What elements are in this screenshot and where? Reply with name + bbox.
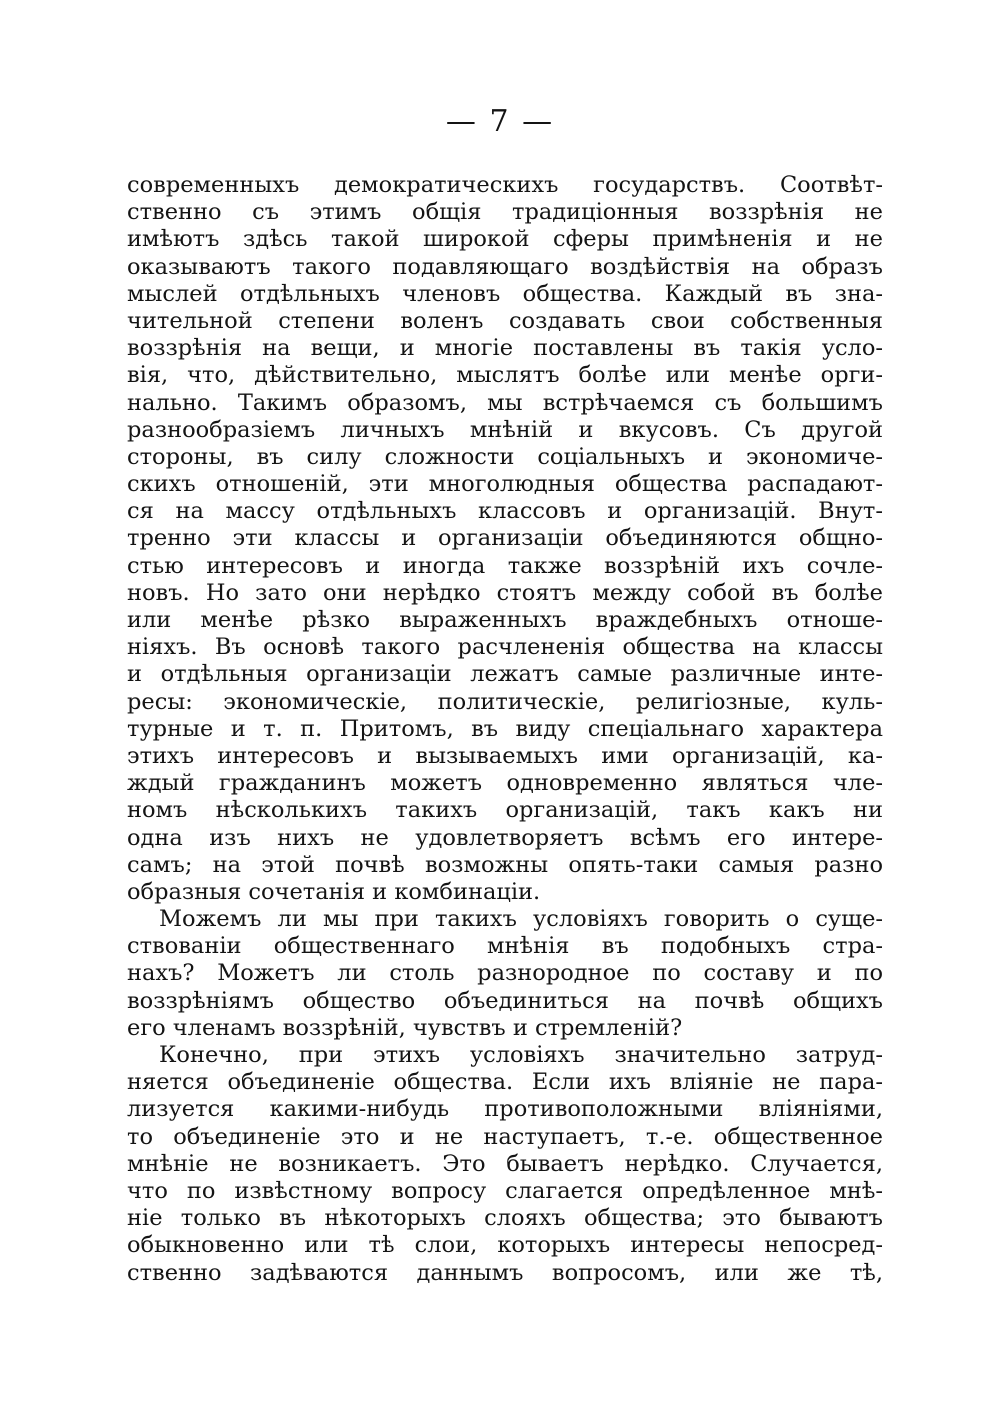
- text-line: воззрѣнія на вещи, и многіе поставлены въ такія усло-: [127, 335, 883, 362]
- paragraph-start-line: Конечно, при этихъ условіяхъ значительно затруд-: [159, 1042, 883, 1068]
- paragraph-end-line: его членамъ воззрѣній, чувствъ и стремленій?: [127, 1014, 683, 1041]
- paragraph-start-line: Можемъ ли мы при такихъ условіяхъ говорить о суще-: [159, 906, 883, 933]
- text-line: тренно эти классы и организаціи объединяются общно-: [127, 525, 883, 552]
- text-line: ніяхъ. Въ основѣ такого расчлененія общества на классы: [127, 634, 883, 661]
- text-line: разнообразіемъ личныхъ мнѣній и вкусовъ. Съ другой: [127, 416, 883, 443]
- body-text: [127, 172, 883, 1287]
- text-line: имѣютъ здѣсь такой широкой сферы примѣненія и не: [127, 226, 883, 253]
- text-line: лизуется какими-нибудь противоположными вліяніями,: [127, 1096, 883, 1123]
- text-line: няется объединеніе общества. Если ихъ вліяніе не пара-: [127, 1069, 883, 1096]
- text-line: скихъ отношеній, эти многолюдныя общества распадают-: [127, 471, 883, 498]
- text-line: ресы: экономическіе, политическіе, религіозные, куль-: [127, 688, 883, 715]
- text-line: стью интересовъ и иногда также воззрѣній ихъ сочле-: [127, 552, 883, 579]
- text-line: и отдѣльныя организаціи лежатъ самые различные инте-: [127, 661, 883, 688]
- text-line: самъ; на этой почвѣ возможны опять-таки самыя разно: [127, 851, 883, 878]
- text-line: современныхъ демократическихъ государствъ. Соотвѣт-: [127, 172, 883, 198]
- text-line: оказываютъ такого подавляющаго воздѣйствія на образъ: [127, 253, 883, 280]
- text-line: что по извѣстному вопросу слагается опредѣленное мнѣ-: [127, 1177, 883, 1204]
- text-line: ніе только въ нѣкоторыхъ слояхъ общества; это бываютъ: [127, 1205, 883, 1232]
- text-line: одна изъ нихъ не удовлетворяетъ всѣмъ его интере-: [127, 824, 883, 851]
- text-line: ждый гражданинъ можетъ одновременно являться чле-: [127, 770, 883, 797]
- text-line: номъ нѣсколькихъ такихъ организацій, такъ какъ ни: [127, 797, 883, 824]
- paragraph-end-line: образныя сочетанія и комбинаціи.: [127, 878, 541, 905]
- text-line: нахъ? Можетъ ли столь разнородное по составу и по: [127, 960, 883, 987]
- text-line: или менѣе рѣзко выраженныхъ враждебныхъ отноше-: [127, 607, 883, 633]
- text-line: то объединеніе это и не наступаетъ, т.-е. общественное: [127, 1123, 883, 1150]
- text-line: этихъ интересовъ и вызываемыхъ ими организацій, ка-: [127, 742, 883, 769]
- text-line: вія, что, дѣйствительно, мыслятъ болѣе или менѣе орги-: [127, 362, 883, 389]
- text-line: ственно съ этимъ общія традиціонныя воззрѣнія не: [127, 199, 883, 226]
- text-line: стороны, въ силу сложности соціальныхъ и экономиче-: [127, 443, 883, 470]
- text-line: турные и т. п. Притомъ, въ виду спеціальнаго характера: [127, 715, 883, 742]
- text-line: мнѣніе не возникаетъ. Это бываетъ нерѣдко. Случается,: [127, 1150, 883, 1177]
- text-line: ствованіи общественнаго мнѣнія въ подобныхъ стра-: [127, 933, 883, 960]
- text-line: воззрѣніямъ общество объединиться на почвѣ общихъ: [127, 987, 883, 1014]
- text-line: ся на массу отдѣльныхъ классовъ и организацій. Внут-: [127, 498, 883, 525]
- text-line: ственно задѣваются даннымъ вопросомъ, или же тѣ,: [127, 1259, 883, 1286]
- text-line: обыкновенно или тѣ слои, которыхъ интересы непосред-: [127, 1232, 883, 1259]
- text-line: мыслей отдѣльныхъ членовъ общества. Каждый въ зна-: [127, 280, 883, 307]
- page-number: — 7 —: [445, 104, 555, 139]
- text-line: новъ. Но зато они нерѣдко стоятъ между собой въ болѣе: [127, 579, 883, 606]
- text-line: чительной степени воленъ создавать свои собственныя: [127, 307, 883, 334]
- text-line: нально. Такимъ образомъ, мы встрѣчаемся съ большимъ: [127, 389, 883, 416]
